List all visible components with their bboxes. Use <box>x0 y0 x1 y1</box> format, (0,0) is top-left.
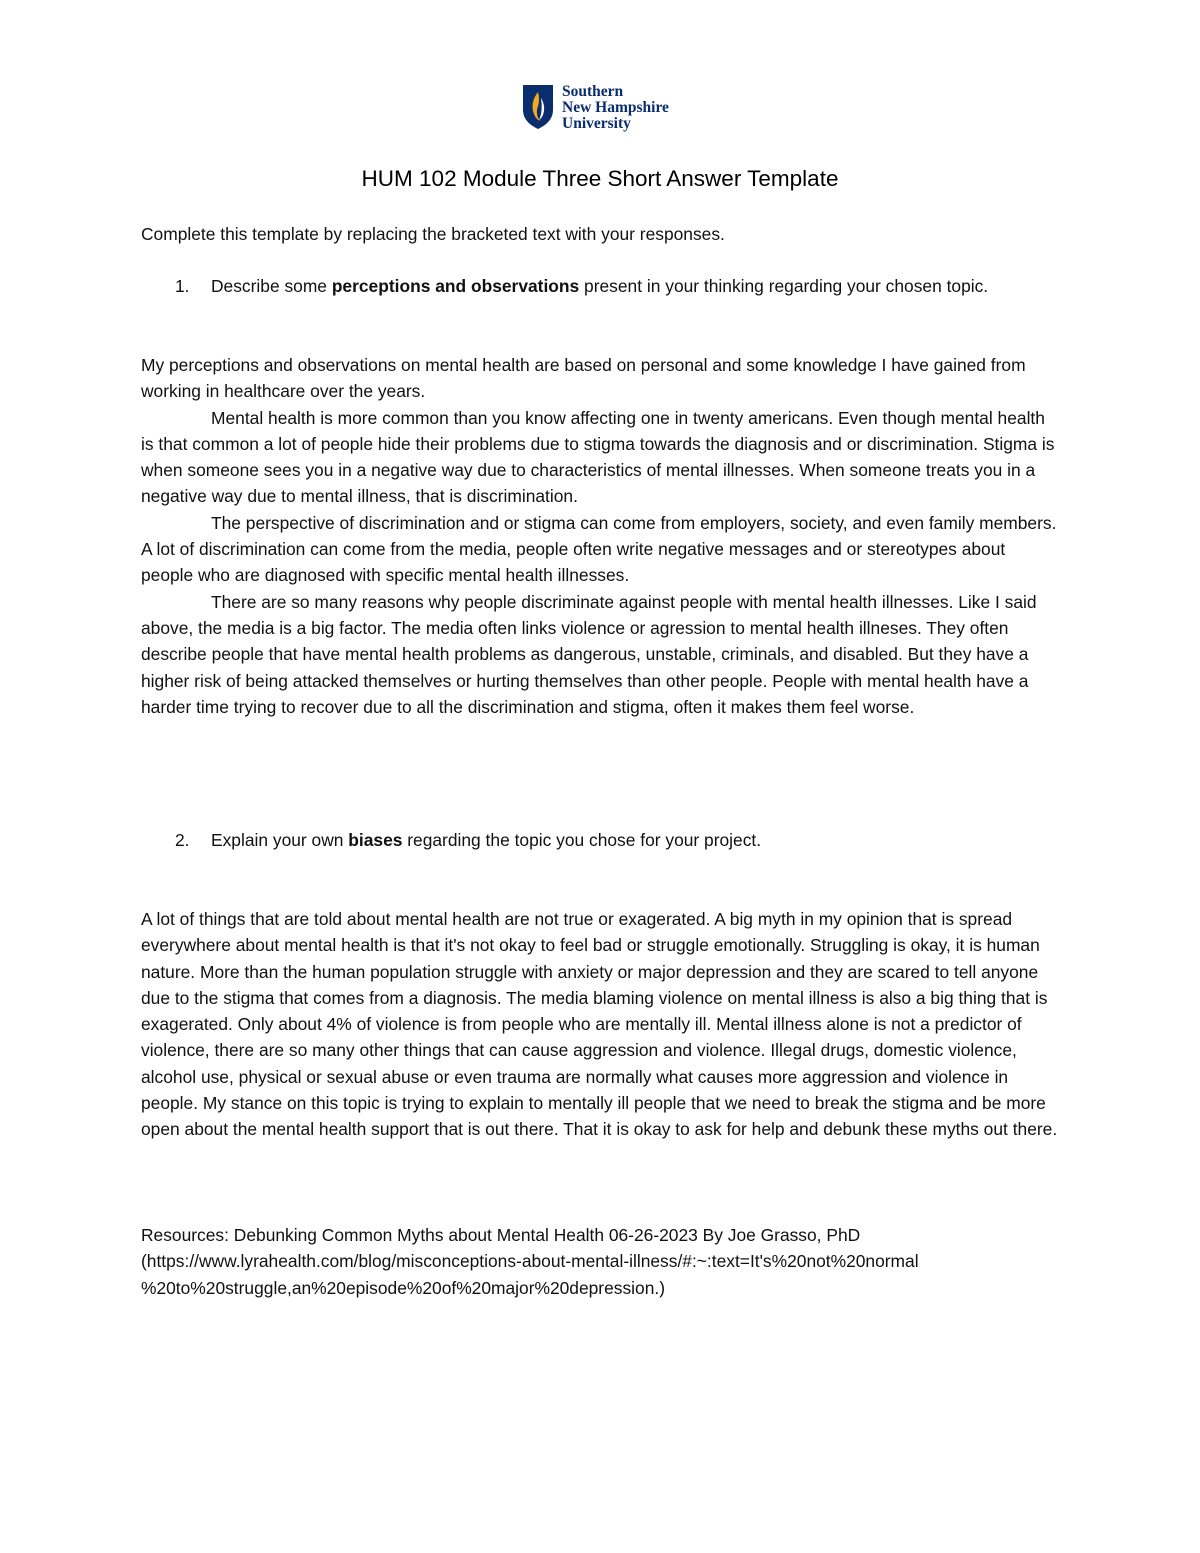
answer-1-paragraph-3: There are so many reasons why people discriminate against people with mental health illnesses. Like I said above, the media is a big factor. The media often links violence or agression to mental health illneses. They often describe people that have mental health problems as dangerous, unstable, criminals, and disabled. But they have a higher risk of being attacked themselves or hurting themselves than other people. People with mental health have a harder time trying to recover due to all the discrimination and stigma, often it makes them feel worse. <box>141 591 1037 717</box>
answer-1-paragraph-2: The perspective of discrimination and or stigma can come from employers, society, and even family members. A lot of discrimination can come from the media, people often write negative messages and or stereotypes about people who are diagnosed with specific mental health illnesses. <box>141 512 1057 586</box>
logo-wordmark <box>562 84 669 131</box>
answer-1-paragraph-1: Mental health is more common than you know affecting one in twenty americans. Even though mental health is that common a lot of people hide their problems due to stigma towards the diagnosis and or discrimination. Stigma is when someone sees you in a negative way due to characteristics of mental illnesses. When someone treats you in a negative way due to mental illness, that is discrimination. <box>141 407 1055 507</box>
question-2-text: Explain your own biases regarding the topic you chose for your project. <box>211 830 762 850</box>
answer-1-intro: My perceptions and observations on mental health are based on personal and some knowledge I have gained from working in healthcare over the years. <box>141 355 1026 402</box>
question-2-number: 2. <box>175 830 190 850</box>
resources-url-line-2: %20to%20struggle,an%20episode%20of%20major%20depression.) <box>141 1277 665 1298</box>
answer-2: A lot of things that are told about mental health are not true or exagerated. A big myth in my opinion that is spread everywhere about mental health is that it's not okay to feel bad or struggle emotionally. Struggling is okay, it is human nature. More than the human population struggle with anxiety or major depression and they are scared to tell anyone due to the stigma that comes from a diagnosis. The media blaming violence on mental illness is also a big thing that is exagerated. Only about 4% of violence is from people who are mentally ill. Mental illness alone is not a predictor of violence, there are so many other things that can cause aggression and violence. Illegal drugs, domestic violence, alcohol use, physical or sexual abuse or even trauma are normally what causes more aggression and violence in people. My stance on this topic is trying to explain to mentally ill people that we need to break the stigma and be more open about the mental health support that is out there. That it is okay to ask for help and debunk these myths out there. <box>141 909 1058 1140</box>
resources <box>141 1222 1061 1301</box>
university-logo <box>522 84 669 131</box>
logo-line-1: Southern <box>562 83 624 100</box>
question-1-text: Describe some perceptions and observations present in your thinking regarding your chosen topic. <box>211 276 989 296</box>
question-1-number: 1. <box>175 276 190 296</box>
answer-1 <box>141 352 1061 720</box>
question-2-emphasis: biases <box>348 830 403 850</box>
resources-citation: Resources: Debunking Common Myths about Mental Health 06-26-2023 By Joe Grasso, PhD <box>141 1225 861 1245</box>
logo-line-3: University <box>562 114 631 132</box>
resources-url-line-1: (https://www.lyrahealth.com/blog/misconceptions-about-mental-illness/#:~:text=It's%20not%20normal <box>141 1251 919 1272</box>
question-1-emphasis: perceptions and observations <box>331 276 580 296</box>
document-title: HUM 102 Module Three Short Answer Template <box>361 166 839 191</box>
flame-shield-icon <box>522 84 554 130</box>
instructions: Complete this template by replacing the bracketed text with your responses. <box>141 224 725 244</box>
logo-line-2: New Hampshire <box>562 98 669 116</box>
